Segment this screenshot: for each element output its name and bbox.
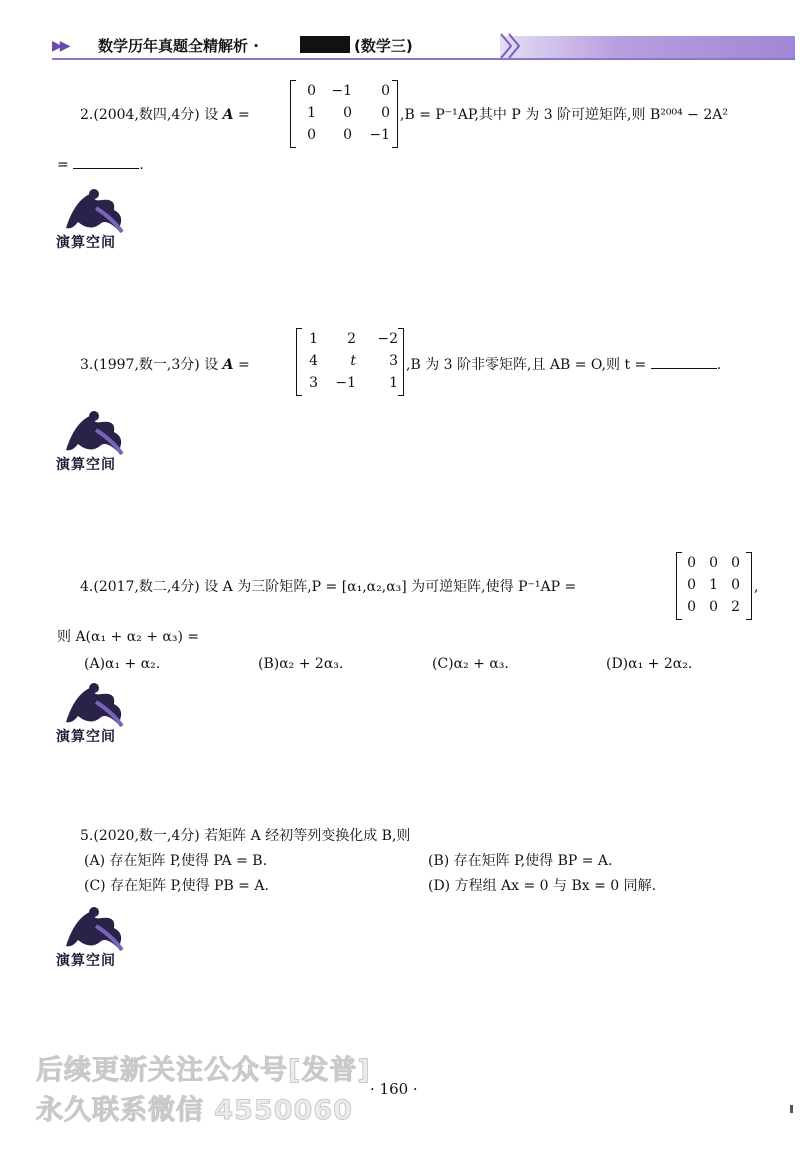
matrix-cell: −1	[335, 375, 356, 391]
matrix-right-bracket	[392, 80, 398, 148]
matrix-cell: 0	[343, 127, 352, 143]
problem-2-matrix	[290, 80, 398, 148]
problem-2-line2	[57, 156, 144, 174]
matrix-cell: 3	[309, 375, 318, 391]
matrix-cell: 0	[709, 555, 718, 571]
header-arrows-icon: ▶▶	[52, 38, 68, 54]
matrix-cell: 0	[687, 599, 696, 615]
watermark-line1: 后续更新关注公众号[发普]	[36, 1055, 371, 1086]
matrix-cell: 0	[731, 555, 740, 571]
problem-4-line1	[80, 578, 576, 596]
matrix-cell: 0	[307, 127, 316, 143]
problem-2-line1: 2.(2004,数四,4分) 设 A =	[80, 107, 250, 123]
matrix-cell: 2	[347, 331, 356, 347]
header-title: 数学历年真题全精解析 ·	[98, 37, 259, 55]
header-subtitle: (数学三)	[354, 37, 413, 55]
logo-mark	[56, 188, 132, 251]
matrix-cell: −1	[331, 83, 352, 99]
problem-3-line1: 3.(1997,数一,3分) 设 A =	[80, 357, 250, 373]
header-band	[500, 36, 795, 58]
matrix-cell: −1	[369, 127, 390, 143]
problem-2-period: .	[139, 157, 144, 173]
problem-2-text: ,B = P⁻¹AP,其中 P 为 3 阶可逆矩阵,则 B²⁰⁰⁴ − 2A²	[400, 107, 728, 123]
page-header	[0, 0, 800, 66]
problem-5-option-a[interactable]: (A) 存在矩阵 P,使得 PA = B.	[84, 853, 268, 869]
matrix-cell: 0	[307, 83, 316, 99]
logo-mark	[56, 906, 132, 969]
page-number: · 160 ·	[370, 1080, 418, 1098]
matrix-right-bracket	[398, 328, 404, 396]
calligraphy-figure-icon	[56, 906, 132, 952]
matrix-cell: 3	[389, 353, 398, 369]
problem-3-source: (1997,数一,3分)	[93, 357, 200, 373]
matrix-cell: 0	[731, 577, 740, 593]
matrix-cell: 1	[709, 577, 718, 593]
logo-caption: 演算空间	[56, 953, 116, 969]
problem-3-statement: ,B 为 3 阶非零矩阵,且 AB = O,则 t =	[406, 357, 647, 373]
logo-caption: 演算空间	[56, 457, 116, 473]
problem-5-option-d[interactable]: (D) 方程组 Ax = 0 与 Bx = 0 同解.	[428, 878, 657, 894]
problem-4-matrix	[676, 552, 752, 620]
problem-3-var: A	[222, 357, 234, 373]
problem-5-statement: 若矩阵 A 经初等列变换化成 B,则	[204, 828, 411, 844]
problem-5-option-c[interactable]: (C) 存在矩阵 P,使得 PB = A.	[84, 878, 269, 894]
problem-5-line1	[80, 827, 410, 845]
problem-2-source: (2004,数四,4分)	[93, 107, 200, 123]
calligraphy-figure-icon	[56, 682, 132, 728]
logo-mark	[56, 410, 132, 473]
matrix-cell: t	[350, 353, 356, 369]
problem-4-comma: ,	[754, 579, 759, 595]
matrix-cell: 0	[687, 577, 696, 593]
matrix-right-bracket	[746, 552, 752, 620]
problem-3-period: .	[716, 357, 722, 373]
problem-4-line2: 则 A(α₁ + α₂ + α₃) =	[57, 629, 200, 645]
problem-3-pre: 设	[204, 357, 219, 373]
matrix-cell: 1	[307, 105, 316, 121]
logo-mark	[56, 682, 132, 745]
problem-4-source: (2017,数二,4分)	[93, 579, 200, 595]
problem-4-option-d[interactable]: (D)α₁ + 2α₂.	[606, 656, 693, 672]
watermark-line2: 永久联系微信 4550060	[36, 1095, 353, 1126]
header-redaction-block	[300, 36, 350, 53]
answer-blank[interactable]	[73, 156, 139, 169]
problem-4-option-c[interactable]: (C)α₂ + α₃.	[432, 656, 509, 672]
problem-4-option-a[interactable]: (A)α₁ + α₂.	[84, 656, 161, 672]
answer-blank[interactable]	[651, 356, 717, 369]
matrix-cell: 2	[731, 599, 740, 615]
matrix-cell: 0	[709, 599, 718, 615]
matrix-cell: 1	[309, 331, 318, 347]
problem-2-equals: =	[57, 157, 69, 173]
problem-2-var: A	[222, 107, 234, 123]
matrix-cell: 0	[687, 555, 696, 571]
matrix-cell: 0	[381, 83, 390, 99]
problem-2-number: 2.	[80, 107, 94, 123]
problem-3-text	[406, 356, 721, 374]
problem-3-number: 3.	[80, 357, 94, 373]
edge-mark	[790, 1105, 793, 1113]
problem-4-option-b[interactable]: (B)α₂ + 2α₃.	[258, 656, 344, 672]
problem-4-statement: 设 A 为三阶矩阵,P = [α₁,α₂,α₃] 为可逆矩阵,使得 P⁻¹AP =	[204, 579, 577, 595]
logo-caption: 演算空间	[56, 235, 116, 251]
problem-5-source: (2020,数一,4分)	[93, 828, 200, 844]
calligraphy-figure-icon	[56, 410, 132, 456]
problem-3-matrix	[296, 328, 404, 396]
matrix-cell: 0	[381, 105, 390, 121]
calligraphy-figure-icon	[56, 188, 132, 234]
matrix-cell: 4	[309, 353, 318, 369]
logo-caption: 演算空间	[56, 729, 116, 745]
chevron-right-icon	[497, 31, 527, 61]
matrix-cell: 0	[343, 105, 352, 121]
problem-5-number: 5.	[80, 828, 94, 844]
matrix-cell: −2	[377, 331, 398, 347]
problem-5-option-b[interactable]: (B) 存在矩阵 P,使得 BP = A.	[428, 853, 613, 869]
problem-2-pre: 设	[204, 107, 219, 123]
matrix-cell: 1	[389, 375, 398, 391]
header-rule	[52, 58, 795, 60]
problem-4-number: 4.	[80, 579, 94, 595]
